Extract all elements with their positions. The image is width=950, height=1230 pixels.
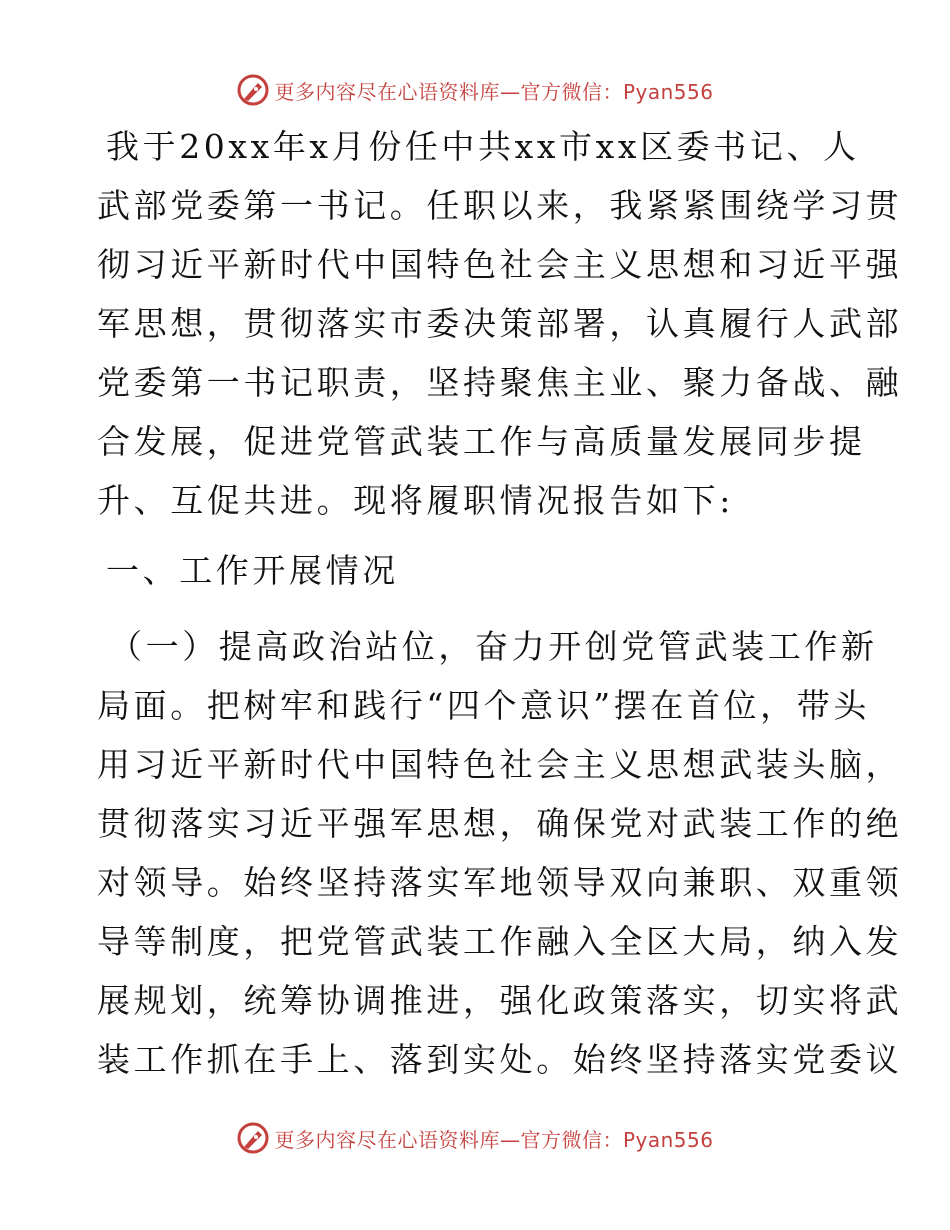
body-line: 军思想，贯彻落实市委决策部署，认真履行人武部 bbox=[97, 304, 903, 343]
body-line: （一）提高政治站位，奋力开创党管武装工作新 bbox=[109, 627, 878, 666]
header-banner bbox=[0, 70, 950, 110]
banner-text: 更多内容尽在心语资料库—官方微信：Pyan556 bbox=[274, 1127, 714, 1152]
body-line: 导等制度，把党管武装工作融入全区大局，纳入发 bbox=[97, 922, 903, 961]
footer-banner bbox=[0, 1118, 950, 1158]
body-line: 升、互促共进。现将履职情况报告如下: bbox=[97, 481, 734, 520]
body-line: 装工作抓在手上、落到实处。始终坚持落实党委议 bbox=[97, 1040, 903, 1079]
section-heading: 一、工作开展情况 bbox=[106, 551, 399, 590]
pen-nib-logo-icon bbox=[236, 73, 270, 107]
body-line: 贯彻落实习近平强军思想，确保党对武装工作的绝 bbox=[97, 804, 903, 843]
pen-nib-logo-icon bbox=[236, 1121, 270, 1155]
body-line: 我于20xx年x月份任中共xx市xx区委书记、人 bbox=[106, 127, 860, 166]
body-line: 用习近平新时代中国特色社会主义思想武装头脑， bbox=[97, 745, 903, 784]
body-line: 对领导。始终坚持落实军地领导双向兼职、双重领 bbox=[97, 863, 903, 902]
body-line: 展规划，统筹协调推进，强化政策落实，切实将武 bbox=[97, 981, 903, 1020]
body-line: 彻习近平新时代中国特色社会主义思想和习近平强 bbox=[97, 245, 903, 284]
body-line: 武部党委第一书记。任职以来，我紧紧围绕学习贯 bbox=[97, 186, 903, 225]
body-line: 局面。把树牢和践行“四个意识”摆在首位，带头 bbox=[97, 686, 870, 725]
body-line: 党委第一书记职责，坚持聚焦主业、聚力备战、融 bbox=[97, 363, 903, 402]
body-line: 合发展，促进党管武装工作与高质量发展同步提 bbox=[97, 422, 866, 461]
banner-text: 更多内容尽在心语资料库—官方微信：Pyan556 bbox=[274, 79, 714, 104]
